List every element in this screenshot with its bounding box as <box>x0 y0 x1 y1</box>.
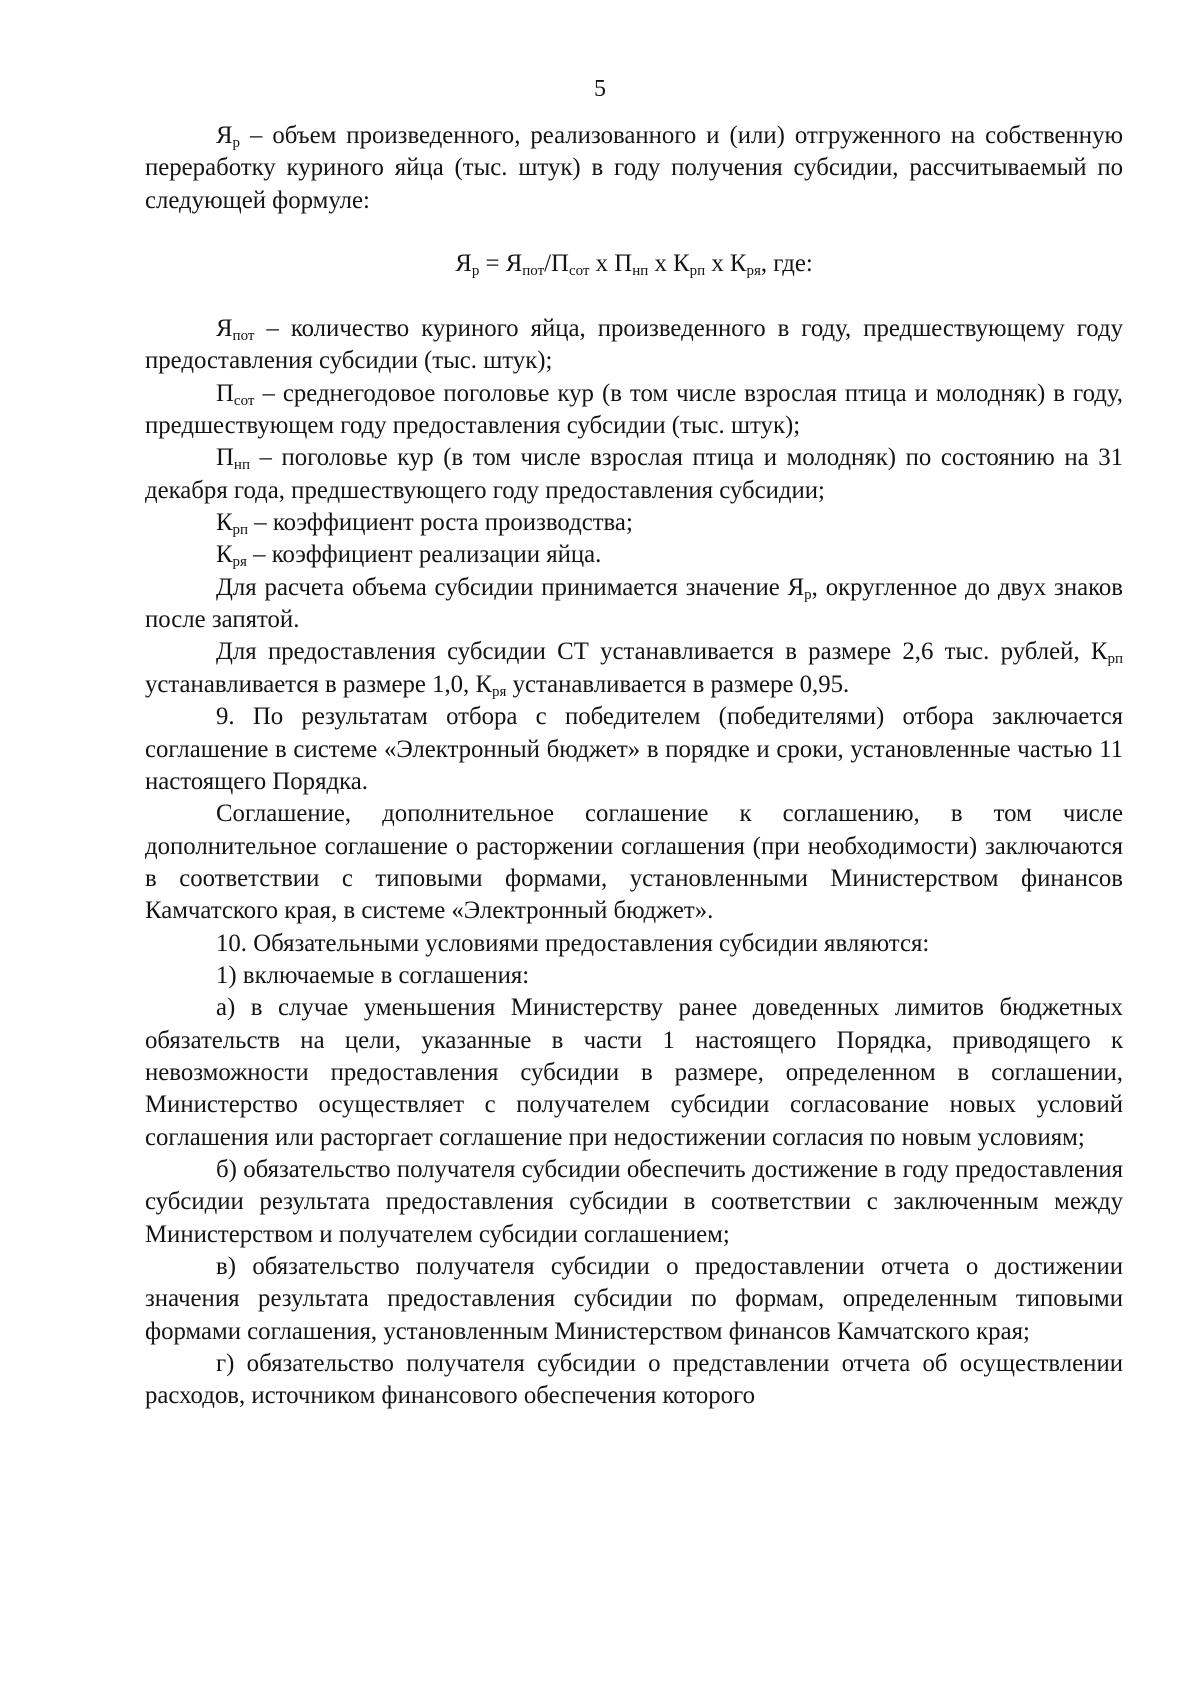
symbol: Я <box>216 122 233 149</box>
clause-10-subitem-b: б) обязательство получателя субсидии обеспечить достижение в году предоставления субсидии результата предоставления субсидии в соответствии с заключенным между Министерством и получателем субсидии соглашением; <box>145 1155 1123 1248</box>
clause-9: 9. По результатам отбора с победителем (победителями) отбора заключается соглашение в системе «Электронный бюджет» в порядке и сроки, установленные частью 11 настоящего Порядка. <box>145 703 1123 795</box>
formula-operator: = <box>479 250 506 278</box>
paragraph-text: Для расчета объема субсидии принимается значение Я <box>216 573 805 601</box>
paragraph-text: Для предоставления субсидии СТ устанавливается в размере 2,6 тыс. рублей, К <box>216 638 1108 666</box>
formula-subscript: рп <box>689 263 706 280</box>
symbol: К <box>216 541 233 569</box>
formula-subscript: сот <box>568 263 590 280</box>
formula-operator: х <box>589 250 615 278</box>
symbol-subscript: р <box>232 135 241 151</box>
definition-text: – объем произведенного, реализованного и (или) отгруженного на собственную переработку куриного яйца (тыс. штук) в году получения субсидии, рассчитываемый по следующей формуле: <box>145 122 1123 214</box>
clause-10-subitem-a: а) в случае уменьшения Министерству ранее доведенных лимитов бюджетных обязательств на цели, указанные в части 1 настоящего Порядка, приводящего к невозможности предоставления субсидии в размере, определенном в соглашении, Министерство осуществляет с получателем субсидии согласование новых условий соглашения или расторгает соглашение при недостижении согласия по новым условиям; <box>145 994 1123 1151</box>
formula-operator: / <box>544 250 552 278</box>
parameters-paragraph <box>145 636 1123 701</box>
page-number: 5 <box>594 76 606 102</box>
formula-symbol: Я <box>505 250 523 278</box>
clause-10-item-1: 1) включаемые в соглашения: <box>216 961 530 989</box>
ypot-definition <box>145 313 1123 378</box>
formula-symbol: П <box>614 250 633 278</box>
symbol: П <box>216 444 234 472</box>
formula-symbol: К <box>729 250 747 278</box>
symbol-subscript: ря <box>492 683 507 700</box>
yr-definition <box>145 120 1123 217</box>
paragraph-text: устанавливается в размере 1,0, К <box>145 670 492 698</box>
symbol-subscript: рп <box>232 522 249 539</box>
document-body <box>145 120 1123 1413</box>
pnp-definition <box>145 442 1123 507</box>
symbol-subscript: пот <box>232 328 255 345</box>
symbol-subscript: сот <box>233 392 255 409</box>
formula-operator: , где: <box>760 250 813 278</box>
definition-text: – коэффициент роста производства; <box>248 509 633 537</box>
clause-10-subitem-g: г) обязательство получателя субсидии о представлении отчета об осуществлении расходов, источником финансового обеспечения которого <box>145 1350 1123 1410</box>
definition-text: – среднегодовое поголовье кур (в том числе взрослая птица и молодняк) в году, предшествующем году предоставления субсидии (тыс. штук); <box>145 379 1123 440</box>
symbol: П <box>216 379 234 407</box>
paragraph-text: устанавливается в размере 0,95. <box>506 670 850 698</box>
clause-9-agreement: Соглашение, дополнительное соглашение к соглашению, в том числе дополнительное соглашение о расторжении соглашения (при необходимости) заключаются в соответствии с типовыми формами, установленными Министерством финансов Камчатского края, в системе «Электронный бюджет». <box>145 800 1123 925</box>
formula-operator: х <box>648 250 674 278</box>
krya-definition <box>145 539 1123 571</box>
formula-subscript: ря <box>746 263 761 280</box>
clause-10: 10. Обязательными условиями предоставления субсидии являются: <box>216 929 930 957</box>
rounding-paragraph <box>145 572 1123 637</box>
definition-text: – количество куриного яйца, произведенного в году, предшествующему году предоставления субсидии (тыс. штук); <box>145 315 1123 375</box>
symbol-subscript: ря <box>232 554 247 571</box>
formula-subscript: р <box>471 263 480 280</box>
psot-definition <box>145 378 1123 443</box>
formula-subscript: нп <box>632 263 649 280</box>
formula-symbol: К <box>673 250 690 278</box>
definition-text: – коэффициент реализации яйца. <box>246 541 602 569</box>
formula-operator: х <box>705 250 730 278</box>
symbol-subscript: нп <box>233 457 250 474</box>
formula-subscript: пот <box>522 263 545 280</box>
symbol: Я <box>216 315 233 343</box>
formula-symbol: П <box>551 250 569 278</box>
formula <box>145 248 1123 280</box>
paragraph-text: , округленное до двух знаков после запятой. <box>145 573 1123 634</box>
symbol-subscript: р <box>804 586 812 603</box>
definition-text: – поголовье кур (в том числе взрослая птица и молодняк) по состоянию на 31 декабря года, предшествующего году предоставления субсидии; <box>145 444 1123 504</box>
symbol-subscript: рп <box>1107 651 1123 668</box>
symbol: К <box>216 509 233 537</box>
formula-symbol: Я <box>455 250 472 278</box>
clause-10-subitem-v: в) обязательство получателя субсидии о предоставлении отчета о достижении значения результата предоставления субсидии по формам, определенным типовыми формами соглашения, установленным Министерством финансов Камчатского края; <box>145 1253 1123 1345</box>
krp-definition <box>145 507 1123 539</box>
